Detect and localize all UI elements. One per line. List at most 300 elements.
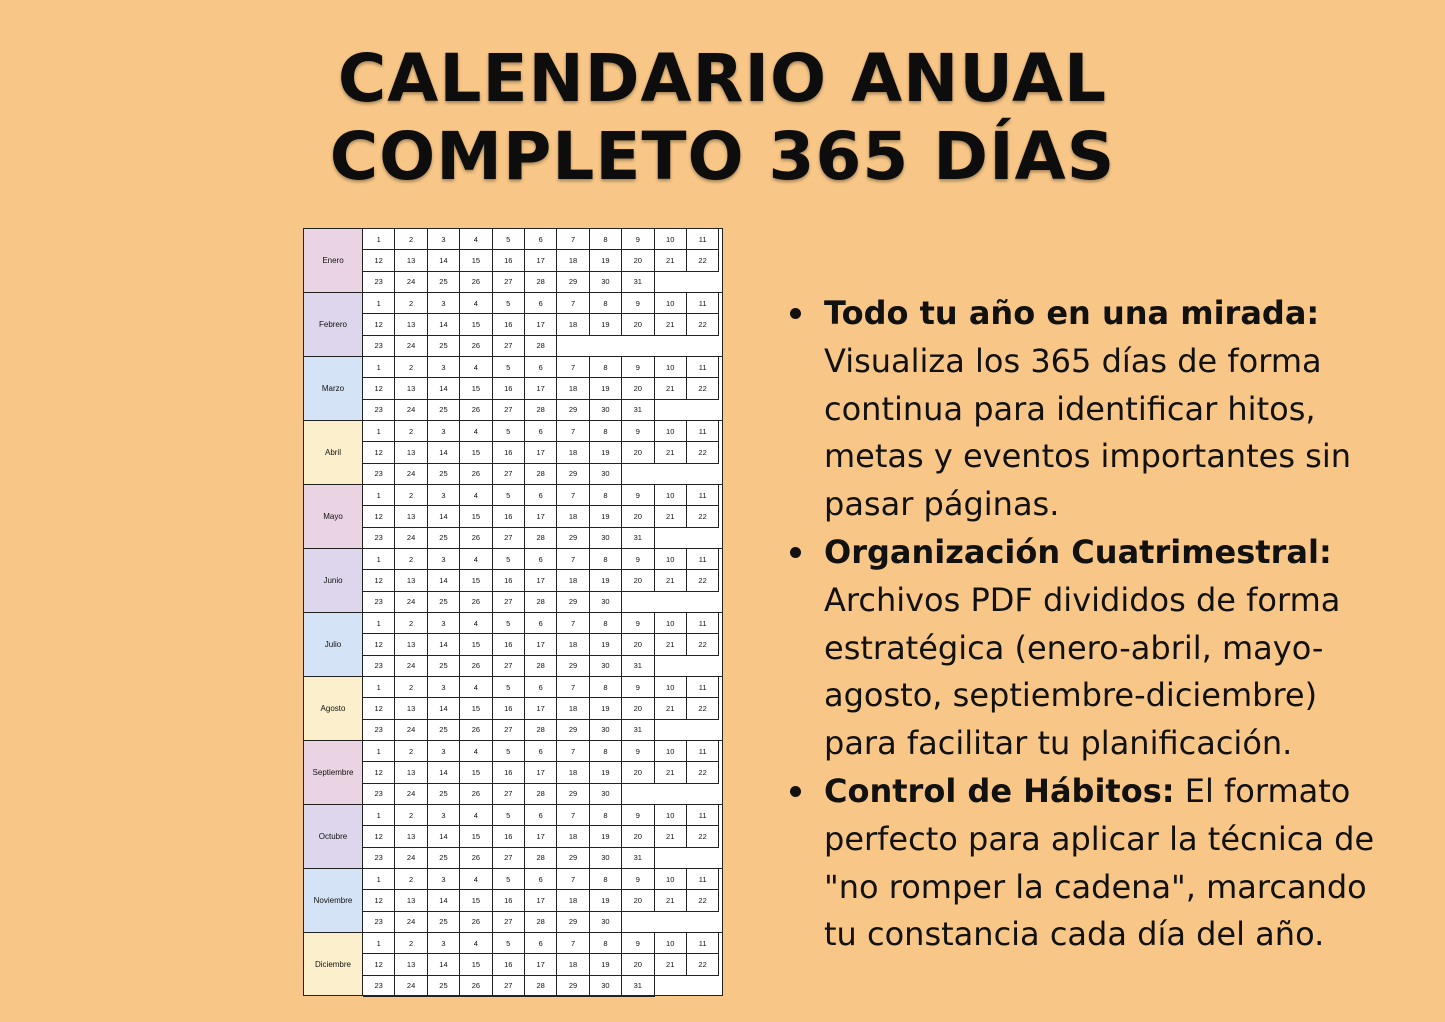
day-cell: 14 bbox=[428, 954, 460, 975]
day-cell: 18 bbox=[557, 954, 589, 975]
bullet-icon bbox=[790, 786, 801, 797]
day-cell: 25 bbox=[428, 272, 460, 293]
day-cell: 2 bbox=[395, 677, 427, 698]
day-cell: 9 bbox=[622, 485, 654, 506]
day-cell: 6 bbox=[525, 869, 557, 890]
day-cell: 14 bbox=[428, 378, 460, 399]
day-cell: 11 bbox=[687, 421, 719, 442]
day-cell: 28 bbox=[525, 592, 557, 613]
empty-cell bbox=[655, 400, 687, 421]
day-cell: 16 bbox=[493, 890, 525, 911]
day-cell: 7 bbox=[557, 357, 589, 378]
day-cell: 2 bbox=[395, 613, 427, 634]
day-cell: 23 bbox=[363, 656, 395, 677]
empty-cell bbox=[655, 656, 687, 677]
day-cell: 2 bbox=[395, 805, 427, 826]
day-cell: 28 bbox=[525, 848, 557, 869]
day-cell: 10 bbox=[655, 805, 687, 826]
day-cell: 14 bbox=[428, 762, 460, 783]
day-cell: 30 bbox=[590, 400, 622, 421]
day-cell: 6 bbox=[525, 293, 557, 314]
day-cell: 17 bbox=[525, 506, 557, 527]
day-cell: 14 bbox=[428, 506, 460, 527]
day-cell: 13 bbox=[395, 314, 427, 335]
month-label: Julio bbox=[304, 613, 363, 676]
day-cell: 23 bbox=[363, 976, 395, 997]
day-cell: 9 bbox=[622, 293, 654, 314]
day-cell: 21 bbox=[655, 378, 687, 399]
day-cell: 9 bbox=[622, 741, 654, 762]
day-cell: 2 bbox=[395, 741, 427, 762]
day-cell: 15 bbox=[460, 890, 492, 911]
month-label: Marzo bbox=[304, 357, 363, 420]
day-cell: 31 bbox=[622, 272, 654, 293]
day-cell: 20 bbox=[622, 506, 654, 527]
day-cell: 20 bbox=[622, 762, 654, 783]
day-cell: 10 bbox=[655, 549, 687, 570]
day-cell: 16 bbox=[493, 442, 525, 463]
day-cell: 15 bbox=[460, 250, 492, 271]
month-row bbox=[303, 676, 723, 740]
day-cell: 15 bbox=[460, 506, 492, 527]
empty-cell bbox=[622, 592, 654, 613]
day-cell: 20 bbox=[622, 314, 654, 335]
day-cell: 23 bbox=[363, 848, 395, 869]
day-cell: 18 bbox=[557, 442, 589, 463]
day-cell: 17 bbox=[525, 378, 557, 399]
day-cell: 15 bbox=[460, 378, 492, 399]
day-cell: 14 bbox=[428, 442, 460, 463]
day-cell: 9 bbox=[622, 933, 654, 954]
day-grid bbox=[363, 869, 719, 932]
day-cell: 20 bbox=[622, 954, 654, 975]
day-cell: 22 bbox=[687, 954, 719, 975]
day-cell: 6 bbox=[525, 933, 557, 954]
day-cell: 7 bbox=[557, 805, 589, 826]
day-grid bbox=[363, 613, 719, 676]
day-cell: 29 bbox=[557, 272, 589, 293]
day-cell: 7 bbox=[557, 485, 589, 506]
day-cell: 29 bbox=[557, 976, 589, 997]
day-cell: 28 bbox=[525, 400, 557, 421]
month-row bbox=[303, 868, 723, 932]
month-row bbox=[303, 228, 723, 292]
day-cell: 26 bbox=[460, 528, 492, 549]
day-cell: 6 bbox=[525, 421, 557, 442]
day-cell: 26 bbox=[460, 400, 492, 421]
feature-heading: Organización Cuatrimestral: bbox=[824, 532, 1332, 571]
title-line-2: COMPLETO 365 DÍAS bbox=[329, 118, 1116, 195]
day-cell: 30 bbox=[590, 464, 622, 485]
day-cell: 23 bbox=[363, 336, 395, 357]
day-cell: 19 bbox=[590, 954, 622, 975]
day-cell: 3 bbox=[428, 869, 460, 890]
day-cell: 3 bbox=[428, 933, 460, 954]
month-row bbox=[303, 740, 723, 804]
day-cell: 5 bbox=[493, 677, 525, 698]
feature-item bbox=[790, 529, 1390, 768]
day-cell: 28 bbox=[525, 656, 557, 677]
day-cell: 2 bbox=[395, 293, 427, 314]
day-cell: 17 bbox=[525, 954, 557, 975]
day-cell: 21 bbox=[655, 634, 687, 655]
day-cell: 26 bbox=[460, 464, 492, 485]
day-cell: 12 bbox=[363, 442, 395, 463]
day-grid bbox=[363, 677, 719, 740]
day-cell: 8 bbox=[590, 677, 622, 698]
month-label: Abril bbox=[304, 421, 363, 484]
feature-text: Archivos PDF divididos de forma estratégica (enero-abril, mayo-agosto, septiembre-diciembre) para facilitar tu planificación. bbox=[824, 580, 1341, 763]
day-cell: 8 bbox=[590, 869, 622, 890]
month-row bbox=[303, 292, 723, 356]
day-cell: 1 bbox=[363, 805, 395, 826]
day-cell: 25 bbox=[428, 400, 460, 421]
day-cell: 7 bbox=[557, 869, 589, 890]
day-cell: 29 bbox=[557, 656, 589, 677]
day-cell: 21 bbox=[655, 570, 687, 591]
day-cell: 5 bbox=[493, 549, 525, 570]
day-cell: 14 bbox=[428, 250, 460, 271]
day-cell: 31 bbox=[622, 720, 654, 741]
day-cell: 23 bbox=[363, 592, 395, 613]
day-cell: 22 bbox=[687, 826, 719, 847]
day-cell: 22 bbox=[687, 250, 719, 271]
day-cell: 26 bbox=[460, 336, 492, 357]
day-cell: 11 bbox=[687, 613, 719, 634]
empty-cell bbox=[655, 848, 687, 869]
day-cell: 22 bbox=[687, 506, 719, 527]
day-cell: 3 bbox=[428, 613, 460, 634]
day-cell: 9 bbox=[622, 357, 654, 378]
day-cell: 18 bbox=[557, 826, 589, 847]
month-row bbox=[303, 804, 723, 868]
day-grid bbox=[363, 933, 719, 995]
month-label: Noviembre bbox=[304, 869, 363, 932]
day-cell: 13 bbox=[395, 506, 427, 527]
empty-cell bbox=[687, 656, 719, 677]
day-cell: 8 bbox=[590, 485, 622, 506]
day-cell: 23 bbox=[363, 528, 395, 549]
day-cell: 6 bbox=[525, 229, 557, 250]
day-cell: 6 bbox=[525, 613, 557, 634]
day-cell: 27 bbox=[493, 976, 525, 997]
day-cell: 4 bbox=[460, 485, 492, 506]
day-cell: 2 bbox=[395, 869, 427, 890]
day-cell: 16 bbox=[493, 378, 525, 399]
day-cell: 24 bbox=[395, 848, 427, 869]
day-cell: 4 bbox=[460, 421, 492, 442]
empty-cell bbox=[655, 592, 687, 613]
day-cell: 21 bbox=[655, 506, 687, 527]
day-cell: 20 bbox=[622, 250, 654, 271]
day-cell: 23 bbox=[363, 272, 395, 293]
day-cell: 3 bbox=[428, 229, 460, 250]
empty-cell bbox=[687, 336, 719, 357]
day-cell: 12 bbox=[363, 826, 395, 847]
day-cell: 6 bbox=[525, 357, 557, 378]
day-cell: 4 bbox=[460, 933, 492, 954]
empty-cell bbox=[655, 784, 687, 805]
day-cell: 11 bbox=[687, 293, 719, 314]
day-cell: 16 bbox=[493, 762, 525, 783]
day-cell: 17 bbox=[525, 570, 557, 591]
day-cell: 20 bbox=[622, 826, 654, 847]
day-cell: 29 bbox=[557, 784, 589, 805]
day-cell: 15 bbox=[460, 954, 492, 975]
day-cell: 8 bbox=[590, 741, 622, 762]
empty-cell bbox=[655, 464, 687, 485]
empty-cell bbox=[687, 464, 719, 485]
day-cell: 21 bbox=[655, 890, 687, 911]
day-cell: 20 bbox=[622, 570, 654, 591]
day-cell: 1 bbox=[363, 933, 395, 954]
day-cell: 12 bbox=[363, 698, 395, 719]
day-cell: 10 bbox=[655, 741, 687, 762]
day-cell: 16 bbox=[493, 314, 525, 335]
day-cell: 28 bbox=[525, 464, 557, 485]
day-cell: 8 bbox=[590, 421, 622, 442]
feature-text: Visualiza los 365 días de forma continua para identificar hitos, metas y eventos importantes sin pasar páginas. bbox=[824, 341, 1351, 524]
day-cell: 19 bbox=[590, 314, 622, 335]
day-cell: 15 bbox=[460, 634, 492, 655]
empty-cell bbox=[655, 720, 687, 741]
day-cell: 15 bbox=[460, 570, 492, 591]
day-cell: 9 bbox=[622, 421, 654, 442]
day-cell: 30 bbox=[590, 912, 622, 933]
day-cell: 30 bbox=[590, 592, 622, 613]
bullet-icon bbox=[790, 547, 801, 558]
day-cell: 28 bbox=[525, 912, 557, 933]
empty-cell bbox=[687, 976, 719, 997]
day-cell: 19 bbox=[590, 378, 622, 399]
day-cell: 25 bbox=[428, 656, 460, 677]
day-cell: 21 bbox=[655, 762, 687, 783]
day-cell: 17 bbox=[525, 762, 557, 783]
day-cell: 24 bbox=[395, 912, 427, 933]
day-cell: 27 bbox=[493, 784, 525, 805]
day-cell: 21 bbox=[655, 826, 687, 847]
day-cell: 13 bbox=[395, 442, 427, 463]
day-cell: 7 bbox=[557, 613, 589, 634]
day-cell: 2 bbox=[395, 549, 427, 570]
empty-cell bbox=[622, 784, 654, 805]
day-cell: 12 bbox=[363, 954, 395, 975]
day-cell: 5 bbox=[493, 485, 525, 506]
annual-calendar-image bbox=[303, 228, 723, 996]
day-cell: 15 bbox=[460, 826, 492, 847]
day-cell: 4 bbox=[460, 805, 492, 826]
feature-list bbox=[790, 290, 1390, 959]
day-cell: 10 bbox=[655, 677, 687, 698]
day-cell: 13 bbox=[395, 954, 427, 975]
day-cell: 19 bbox=[590, 826, 622, 847]
day-cell: 10 bbox=[655, 485, 687, 506]
day-cell: 17 bbox=[525, 250, 557, 271]
day-cell: 5 bbox=[493, 293, 525, 314]
month-label: Septiembre bbox=[304, 741, 363, 804]
month-row bbox=[303, 612, 723, 676]
day-cell: 11 bbox=[687, 357, 719, 378]
day-cell: 11 bbox=[687, 741, 719, 762]
day-cell: 28 bbox=[525, 272, 557, 293]
day-cell: 14 bbox=[428, 698, 460, 719]
day-cell: 26 bbox=[460, 272, 492, 293]
day-cell: 1 bbox=[363, 421, 395, 442]
empty-cell bbox=[687, 784, 719, 805]
day-cell: 30 bbox=[590, 976, 622, 997]
day-cell: 3 bbox=[428, 485, 460, 506]
day-cell: 29 bbox=[557, 912, 589, 933]
day-cell: 22 bbox=[687, 634, 719, 655]
day-grid bbox=[363, 805, 719, 868]
empty-cell bbox=[687, 848, 719, 869]
day-cell: 23 bbox=[363, 784, 395, 805]
day-cell: 29 bbox=[557, 720, 589, 741]
day-cell: 24 bbox=[395, 464, 427, 485]
day-cell: 13 bbox=[395, 570, 427, 591]
day-cell: 11 bbox=[687, 933, 719, 954]
day-cell: 16 bbox=[493, 570, 525, 591]
day-cell: 23 bbox=[363, 464, 395, 485]
day-cell: 5 bbox=[493, 741, 525, 762]
day-cell: 3 bbox=[428, 357, 460, 378]
day-cell: 21 bbox=[655, 698, 687, 719]
day-cell: 27 bbox=[493, 720, 525, 741]
day-cell: 10 bbox=[655, 421, 687, 442]
day-cell: 11 bbox=[687, 549, 719, 570]
feature-item bbox=[790, 290, 1390, 529]
empty-cell bbox=[655, 976, 687, 997]
day-cell: 16 bbox=[493, 826, 525, 847]
day-cell: 1 bbox=[363, 677, 395, 698]
day-cell: 17 bbox=[525, 634, 557, 655]
day-cell: 1 bbox=[363, 357, 395, 378]
day-cell: 28 bbox=[525, 336, 557, 357]
empty-cell bbox=[655, 336, 687, 357]
day-cell: 24 bbox=[395, 720, 427, 741]
month-label: Mayo bbox=[304, 485, 363, 548]
day-cell: 8 bbox=[590, 613, 622, 634]
day-cell: 27 bbox=[493, 272, 525, 293]
day-cell: 16 bbox=[493, 506, 525, 527]
day-cell: 19 bbox=[590, 698, 622, 719]
day-cell: 13 bbox=[395, 634, 427, 655]
day-cell: 15 bbox=[460, 314, 492, 335]
day-cell: 2 bbox=[395, 357, 427, 378]
day-cell: 12 bbox=[363, 634, 395, 655]
day-cell: 13 bbox=[395, 250, 427, 271]
feature-item bbox=[790, 768, 1390, 959]
month-row bbox=[303, 932, 723, 996]
day-cell: 18 bbox=[557, 890, 589, 911]
month-label: Junio bbox=[304, 549, 363, 612]
day-cell: 3 bbox=[428, 741, 460, 762]
day-cell: 29 bbox=[557, 528, 589, 549]
day-cell: 14 bbox=[428, 890, 460, 911]
day-cell: 4 bbox=[460, 549, 492, 570]
day-cell: 7 bbox=[557, 933, 589, 954]
day-cell: 15 bbox=[460, 698, 492, 719]
feature-text: El formato perfecto para aplicar la técnica de "no romper la cadena", marcando tu constancia cada día del año. bbox=[824, 771, 1375, 954]
day-cell: 30 bbox=[590, 784, 622, 805]
day-cell: 4 bbox=[460, 613, 492, 634]
day-grid bbox=[363, 549, 719, 612]
empty-cell bbox=[687, 400, 719, 421]
day-cell: 19 bbox=[590, 442, 622, 463]
day-cell: 6 bbox=[525, 485, 557, 506]
day-cell: 7 bbox=[557, 421, 589, 442]
day-cell: 11 bbox=[687, 805, 719, 826]
day-grid bbox=[363, 293, 719, 356]
day-cell: 22 bbox=[687, 890, 719, 911]
day-cell: 26 bbox=[460, 848, 492, 869]
day-cell: 21 bbox=[655, 442, 687, 463]
day-cell: 27 bbox=[493, 464, 525, 485]
day-cell: 26 bbox=[460, 976, 492, 997]
day-grid bbox=[363, 421, 719, 484]
empty-cell bbox=[557, 336, 589, 357]
day-cell: 29 bbox=[557, 848, 589, 869]
empty-cell bbox=[590, 336, 622, 357]
day-cell: 12 bbox=[363, 570, 395, 591]
day-cell: 11 bbox=[687, 229, 719, 250]
day-cell: 19 bbox=[590, 634, 622, 655]
day-cell: 15 bbox=[460, 762, 492, 783]
day-cell: 14 bbox=[428, 314, 460, 335]
day-cell: 4 bbox=[460, 293, 492, 314]
page-title bbox=[0, 40, 1445, 196]
day-cell: 17 bbox=[525, 826, 557, 847]
day-cell: 29 bbox=[557, 464, 589, 485]
day-cell: 8 bbox=[590, 229, 622, 250]
day-cell: 5 bbox=[493, 229, 525, 250]
day-cell: 10 bbox=[655, 293, 687, 314]
day-cell: 31 bbox=[622, 400, 654, 421]
day-cell: 21 bbox=[655, 954, 687, 975]
day-cell: 2 bbox=[395, 485, 427, 506]
day-cell: 9 bbox=[622, 869, 654, 890]
day-cell: 19 bbox=[590, 250, 622, 271]
empty-cell bbox=[687, 592, 719, 613]
empty-cell bbox=[655, 528, 687, 549]
day-cell: 12 bbox=[363, 378, 395, 399]
empty-cell bbox=[655, 912, 687, 933]
day-cell: 27 bbox=[493, 656, 525, 677]
feature-heading: Todo tu año en una mirada: bbox=[824, 294, 1320, 332]
day-cell: 5 bbox=[493, 869, 525, 890]
empty-cell bbox=[687, 720, 719, 741]
empty-cell bbox=[622, 912, 654, 933]
day-cell: 25 bbox=[428, 848, 460, 869]
day-cell: 30 bbox=[590, 720, 622, 741]
day-cell: 23 bbox=[363, 400, 395, 421]
day-cell: 27 bbox=[493, 848, 525, 869]
day-cell: 1 bbox=[363, 485, 395, 506]
day-cell: 13 bbox=[395, 762, 427, 783]
day-cell: 30 bbox=[590, 656, 622, 677]
day-cell: 22 bbox=[687, 570, 719, 591]
day-cell: 29 bbox=[557, 592, 589, 613]
day-cell: 12 bbox=[363, 762, 395, 783]
day-cell: 22 bbox=[687, 698, 719, 719]
day-cell: 12 bbox=[363, 890, 395, 911]
month-label: Febrero bbox=[304, 293, 363, 356]
day-cell: 31 bbox=[622, 976, 654, 997]
day-cell: 1 bbox=[363, 549, 395, 570]
day-cell: 22 bbox=[687, 314, 719, 335]
day-cell: 18 bbox=[557, 378, 589, 399]
day-cell: 24 bbox=[395, 976, 427, 997]
